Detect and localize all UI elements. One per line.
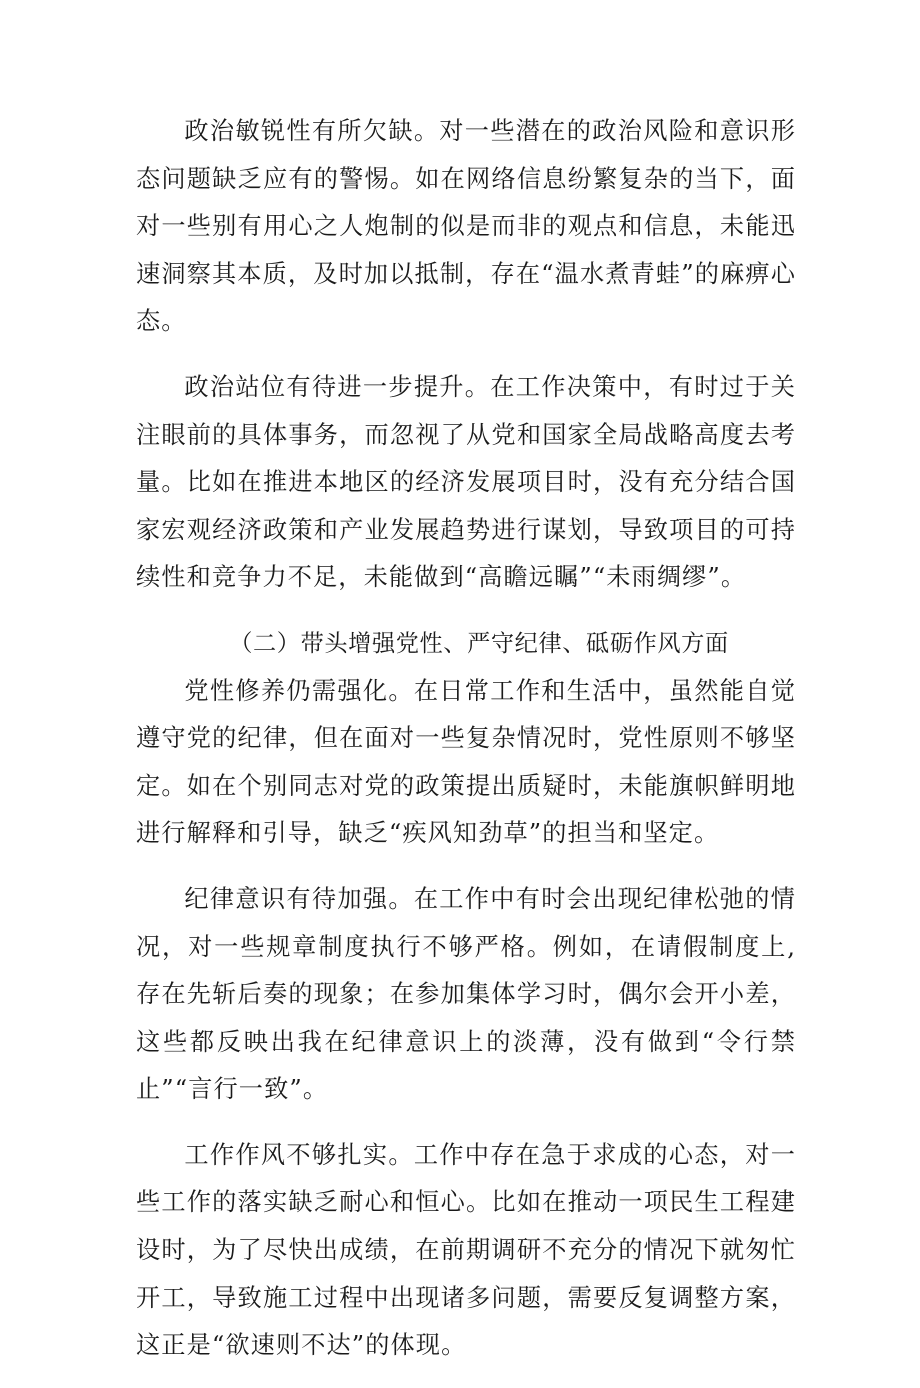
paragraph-party-cultivation: 党性修养仍需强化。在日常工作和生活中，虽然能自觉遵守党的纪律，但在面对一些复杂情况时，党性原则不够坚定。如在个别同志对党的政策提出质疑时，未能旗帜鲜明地进行解释和引导，缺乏“疾风知劲草”的担当和坚定。: [136, 676, 796, 848]
section-heading-party-discipline: （二）带头增强党性、严守纪律、砥砺作风方面: [229, 629, 729, 657]
paragraph-political-sensitivity: 政治敏锐性有所欠缺。对一些潜在的政治风险和意识形态问题缺乏应有的警惕。如在网络信息纷繁复杂的当下，面对一些别有用心之人炮制的似是而非的观点和信息，未能迅速洞察其本质，及时加以抵制，存在“温水煮青蛙”的麻痹心态。: [136, 117, 796, 336]
paragraph-work-style: 工作作风不够扎实。工作中存在急于求成的心态，对一些工作的落实缺乏耐心和恒心。比如在推动一项民生工程建设时，为了尽快出成绩，在前期调研不充分的情况下就匆忙开工，导致施工过程中出现诸多问题，需要反复调整方案，这正是“欲速则不达”的体现。: [136, 1140, 796, 1360]
paragraph-discipline-awareness: 纪律意识有待加强。在工作中有时会出现纪律松弛的情况，对一些规章制度执行不够严格。例如，在请假制度上,存在先斩后奏的现象；在参加集体学习时，偶尔会开小差，这些都反映出我在纪律意识上的淡薄，没有做到“令行禁止”“言行一致”。: [136, 884, 796, 1104]
paragraph-political-stance: 政治站位有待进一步提升。在工作决策中，有时过于关注眼前的具体事务，而忽视了从党和国家全局战略高度去考量。比如在推进本地区的经济发展项目时，没有充分结合国家宏观经济政策和产业发展趋势进行谋划，导致项目的可持续性和竞争力不足，未能做到“高瞻远瞩”“未雨绸缪”。: [136, 372, 796, 592]
document-body: [136, 108, 796, 1388]
